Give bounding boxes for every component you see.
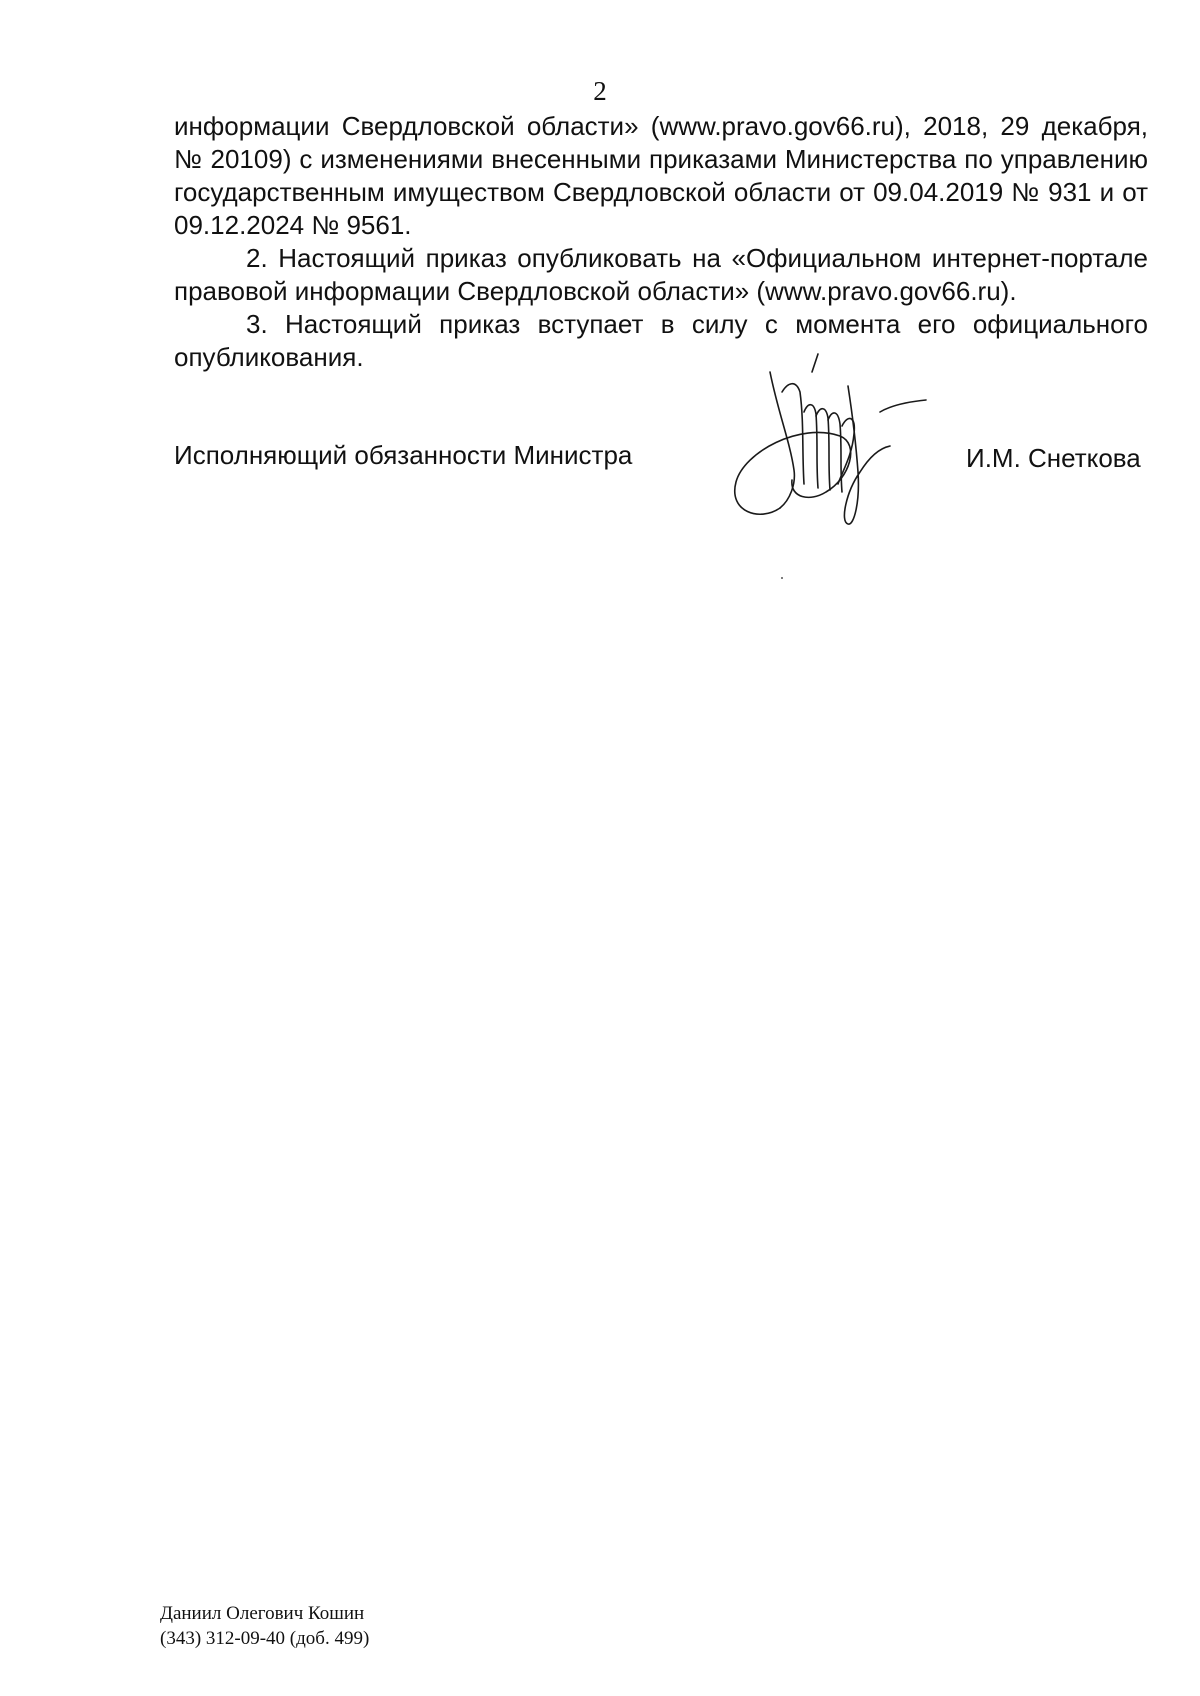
contact-block <box>160 1601 369 1651</box>
paragraph-publication: 2. Настоящий приказ опубликовать на «Официальном интернет-портале правовой информации Свердловской области» (www.pravo.gov66.ru). <box>174 243 1148 306</box>
document-body <box>174 110 1148 374</box>
contact-phone: (343) 312-09-40 (доб. 499) <box>160 1628 370 1649</box>
paragraph-continuation: информации Свердловской области» (www.pravo.gov66.ru), 2018, 29 декабря, № 20109) с изменениями внесенными приказами Министерства по управлению государственным имуществом Свердловской области от 09.04.2019 № 931 и от 09.12.2024 № 9561. <box>174 111 1148 240</box>
handwritten-signature <box>730 352 970 532</box>
page-number: 2 <box>593 76 607 106</box>
signatory-role: Исполняющий обязанности Министра <box>174 440 633 470</box>
paragraph-effective-date: 3. Настоящий приказ вступает в силу с момента его официального опубликования. <box>174 309 1148 372</box>
scan-speck <box>781 577 783 579</box>
contact-name: Даниил Олегович Кошин <box>160 1603 365 1624</box>
signatory-name: И.М. Снеткова <box>966 443 1141 473</box>
